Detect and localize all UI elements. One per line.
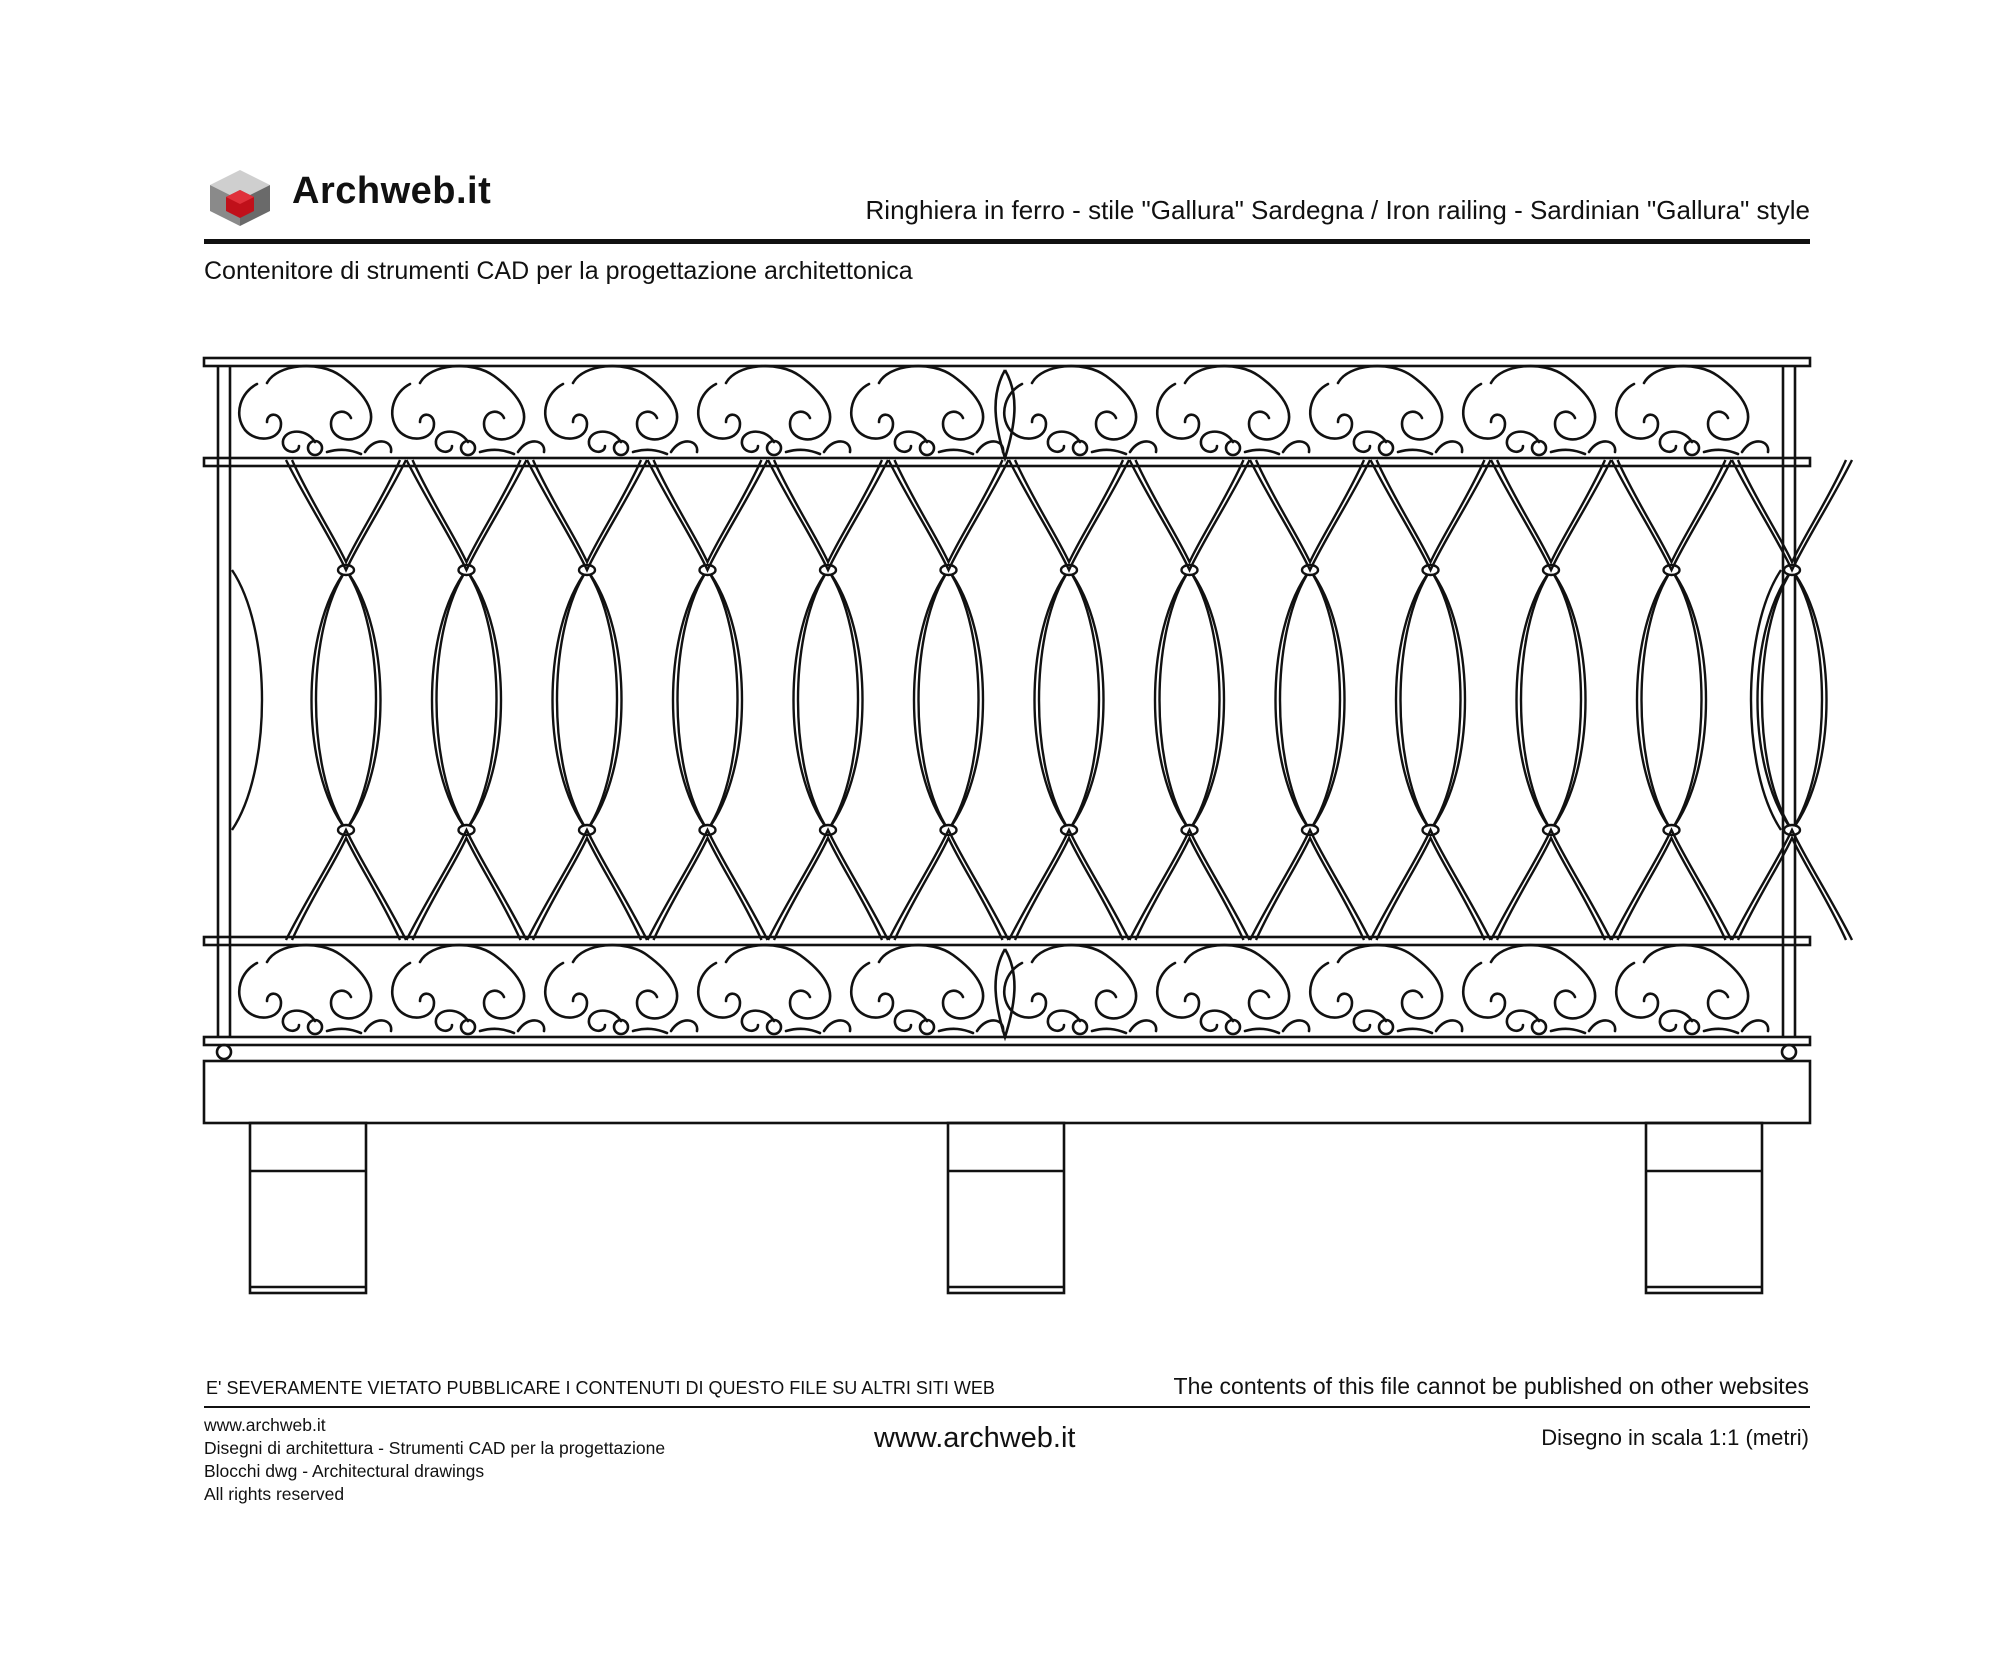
footer-info-line: All rights reserved	[204, 1484, 345, 1504]
arch-top	[1250, 460, 1370, 570]
arch-bottom	[286, 830, 406, 940]
oval-panel	[1276, 565, 1345, 835]
oval-panel	[914, 565, 983, 835]
arch-bottom	[768, 830, 888, 940]
footer-center-url[interactable]: www.archweb.it	[874, 1422, 1076, 1454]
oval-panel	[553, 565, 622, 835]
arch-bottom	[527, 830, 647, 940]
arch-bottom	[648, 830, 768, 940]
scroll-ornament	[1310, 945, 1462, 1034]
drawing-title: Ringhiera in ferro - stile "Gallura" Sardegna / Iron railing - Sardinian "Gallura" style	[865, 195, 1810, 225]
scroll-ornament	[1463, 366, 1615, 455]
oval-panel	[1396, 565, 1465, 835]
scroll-ornament	[1463, 945, 1615, 1034]
arch-bottom	[1130, 830, 1250, 940]
scroll-ornament	[1616, 366, 1768, 455]
arch-bottom	[889, 830, 1009, 940]
oval-panel	[1155, 565, 1224, 835]
scroll-ornament	[1616, 945, 1768, 1034]
scroll-ornament	[851, 366, 1003, 455]
oval-panel	[432, 565, 501, 835]
scroll-ornament	[239, 945, 391, 1034]
scroll-band-bottom	[239, 945, 1768, 1037]
scroll-ornament	[1157, 366, 1309, 455]
scroll-ornament	[392, 945, 544, 1034]
scroll-ornament	[1310, 366, 1462, 455]
oval-panel	[312, 565, 381, 835]
footer-info-line: Disegni di architettura - Strumenti CAD per la progettazione	[204, 1438, 666, 1458]
arch-bottom	[407, 830, 527, 940]
footer-info-line: Blocchi dwg - Architectural drawings	[204, 1461, 485, 1481]
oval-panel	[673, 565, 742, 835]
oval-band	[232, 460, 1852, 940]
arch-bottom	[1009, 830, 1129, 940]
arch-bottom	[1612, 830, 1732, 940]
scroll-ornament	[698, 366, 850, 455]
arch-top	[768, 460, 888, 570]
scroll-ornament	[1157, 945, 1309, 1034]
arch-top	[648, 460, 768, 570]
half-oval	[1751, 570, 1781, 830]
arch-top	[1732, 460, 1852, 570]
footer-info-line[interactable]: www.archweb.it	[204, 1415, 326, 1435]
arch-bottom	[1491, 830, 1611, 940]
oval-panel	[794, 565, 863, 835]
arch-top	[1009, 460, 1129, 570]
railing-frame	[204, 358, 1810, 1293]
scroll-ornament	[1004, 366, 1156, 455]
drawing-subtitle: Contenitore di strumenti CAD per la progettazione architettonica	[204, 257, 913, 285]
arch-bottom	[1371, 830, 1491, 940]
arch-top	[527, 460, 647, 570]
scroll-ornament	[239, 366, 391, 455]
oval-panel	[1035, 565, 1104, 835]
warning-italian: E' SEVERAMENTE VIETATO PUBBLICARE I CONTENUTI DI QUESTO FILE SU ALTRI SITI WEB	[206, 1378, 995, 1398]
footer-rule	[204, 1406, 1810, 1408]
oval-panel	[1637, 565, 1706, 835]
arch-top	[1612, 460, 1732, 570]
half-oval	[232, 570, 262, 830]
scale-note: Disegno in scala 1:1 (metri)	[1541, 1425, 1809, 1450]
scroll-band-top	[239, 366, 1768, 458]
logo-text[interactable]: Archweb.it	[292, 170, 492, 212]
scroll-ornament	[1004, 945, 1156, 1034]
arch-top	[1371, 460, 1491, 570]
warning-english: The contents of this file cannot be published on other websites	[1173, 1373, 1809, 1399]
oval-panel	[1758, 565, 1827, 835]
scroll-ornament	[545, 366, 697, 455]
scroll-ornament	[545, 945, 697, 1034]
oval-panel	[1517, 565, 1586, 835]
footer-info	[204, 1414, 665, 1506]
arch-top	[286, 460, 406, 570]
arch-top	[1130, 460, 1250, 570]
arch-bottom	[1732, 830, 1852, 940]
arch-top	[407, 460, 527, 570]
arch-top	[889, 460, 1009, 570]
scroll-ornament	[392, 366, 544, 455]
arch-top	[1491, 460, 1611, 570]
scroll-ornament	[851, 945, 1003, 1034]
arch-bottom	[1250, 830, 1370, 940]
scroll-ornament	[698, 945, 850, 1034]
